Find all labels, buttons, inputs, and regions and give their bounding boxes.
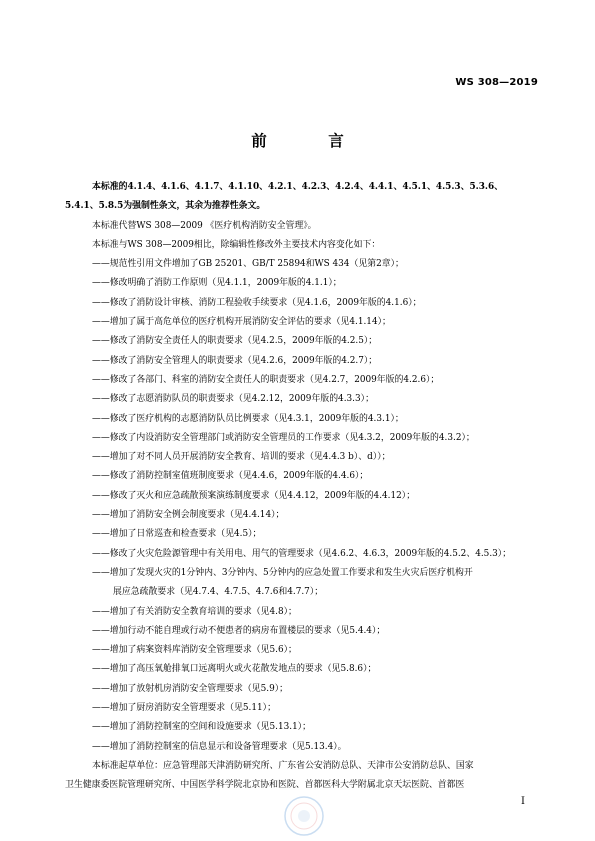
mandatory-clauses-line-2: 5.4.1、5.8.5为强制性条文，其余为推荐性条文。 <box>65 201 266 212</box>
page-title: 前 言 <box>251 132 372 150</box>
change-item: ——修改了灭火和应急疏散预案演练制度要求（见4.4.12，2009年版的4.4.12）； <box>92 490 416 501</box>
change-item: ——修改了消防设计审核、消防工程验收手续要求（见4.1.6，2009年版的4.1.6）； <box>92 297 422 308</box>
change-item-long-line-2: 展应急疏散要求（见4.7.4、4.7.5、4.7.6和4.7.7）； <box>113 587 324 598</box>
change-item: ——修改了消防控制室值班制度要求（见4.4.6，2009年版的4.4.6）； <box>92 471 369 482</box>
change-item: ——增加行动不能自理或行动不便患者的病房布置楼层的要求（见5.4.4）； <box>92 625 386 636</box>
standard-number: WS 308—2019 <box>455 77 538 88</box>
watermark-stamp <box>282 794 326 838</box>
change-item: ——增加了放射机房消防安全管理要求（见5.9）； <box>92 683 289 694</box>
change-item: ——增加了日常巡查和检查要求（见4.5）； <box>92 529 262 540</box>
drafting-units-line-2: 卫生健康委医院管理研究所、中国医学科学院北京协和医院、首都医科大学附属北京天坛医院、首都医 <box>65 780 465 791</box>
change-item: ——修改明确了消防工作原则（见4.1.1，2009年版的4.1.1）； <box>92 278 342 289</box>
change-item: ——修改了志愿消防队员的职责要求（见4.2.12，2009年版的4.3.3）； <box>92 394 374 405</box>
change-item: ——修改了内设消防安全管理部门或消防安全管理员的工作要求（见4.3.2，2009年版的4.3.2）； <box>92 432 475 443</box>
replaces-statement: 本标准代替WS 308—2009 《医疗机构消防安全管理》。 <box>92 220 317 231</box>
change-item: ——修改了医疗机构的志愿消防队员比例要求（见4.3.1，2009年版的4.3.1）； <box>92 413 404 424</box>
change-item: ——增加了对不同人员开展消防安全教育、培训的要求（见4.4.3 b）、d））； <box>92 452 391 463</box>
change-item: ——规范性引用文件增加了GB 25201、GB/T 25894和WS 434（见第2章）； <box>92 259 404 270</box>
change-item: ——增加了病案资料库消防安全管理要求（见5.6）； <box>92 645 297 656</box>
drafting-units-line-1: 本标准起草单位：应急管理部天津消防研究所、广东省公安消防总队、天津市公安消防总队、国家 <box>92 760 474 771</box>
change-item: ——修改了消防安全责任人的职责要求（见4.2.5，2009年版的4.2.5）； <box>92 336 378 347</box>
change-item: ——增加了有关消防安全教育培训的要求（见4.8）； <box>92 606 297 617</box>
change-item: ——增加了高压氧舱排氧口远离明火或火花散发地点的要求（见5.8.6）； <box>92 664 377 675</box>
changes-intro: 本标准与WS 308—2009相比，除编辑性修改外主要技术内容变化如下： <box>92 239 381 250</box>
change-item: ——增加了消防控制室的信息显示和设备管理要求（见5.13.4）。 <box>92 741 347 752</box>
change-item: ——修改了火灾危险源管理中有关用电、用气的管理要求（见4.6.2、4.6.3，2009年版的4.5.2、4.5.3）； <box>92 548 512 559</box>
change-item: ——增加了厨房消防安全管理要求（见5.11）； <box>92 703 276 714</box>
change-item: ——增加了消防控制室的空间和设施要求（见5.13.1）； <box>92 722 312 733</box>
change-item: ——修改了各部门、科室的消防安全责任人的职责要求（见4.2.7，2009年版的4.2.6）； <box>92 374 440 385</box>
change-item-long-line-1: ——增加了发现火灾的1分钟内、3分钟内、5分钟内的应急处置工作要求和发生火灾后医疗机构开 <box>92 567 473 578</box>
change-item: ——增加了消防安全例会制度要求（见4.4.14）； <box>92 510 285 521</box>
change-item: ——修改了消防安全管理人的职责要求（见4.2.6，2009年版的4.2.7）； <box>92 355 378 366</box>
mandatory-clauses-line-1: 本标准的4.1.4、4.1.6、4.1.7、4.1.10、4.2.1、4.2.3、4.2.4、4.4.1、4.5.1、4.5.3、5.3.6、 <box>92 182 504 192</box>
change-item: ——增加了属于高危单位的医疗机构开展消防安全评估的要求（见4.1.14）； <box>92 317 391 328</box>
page-number: I <box>521 796 525 807</box>
foreword-body <box>65 178 541 796</box>
